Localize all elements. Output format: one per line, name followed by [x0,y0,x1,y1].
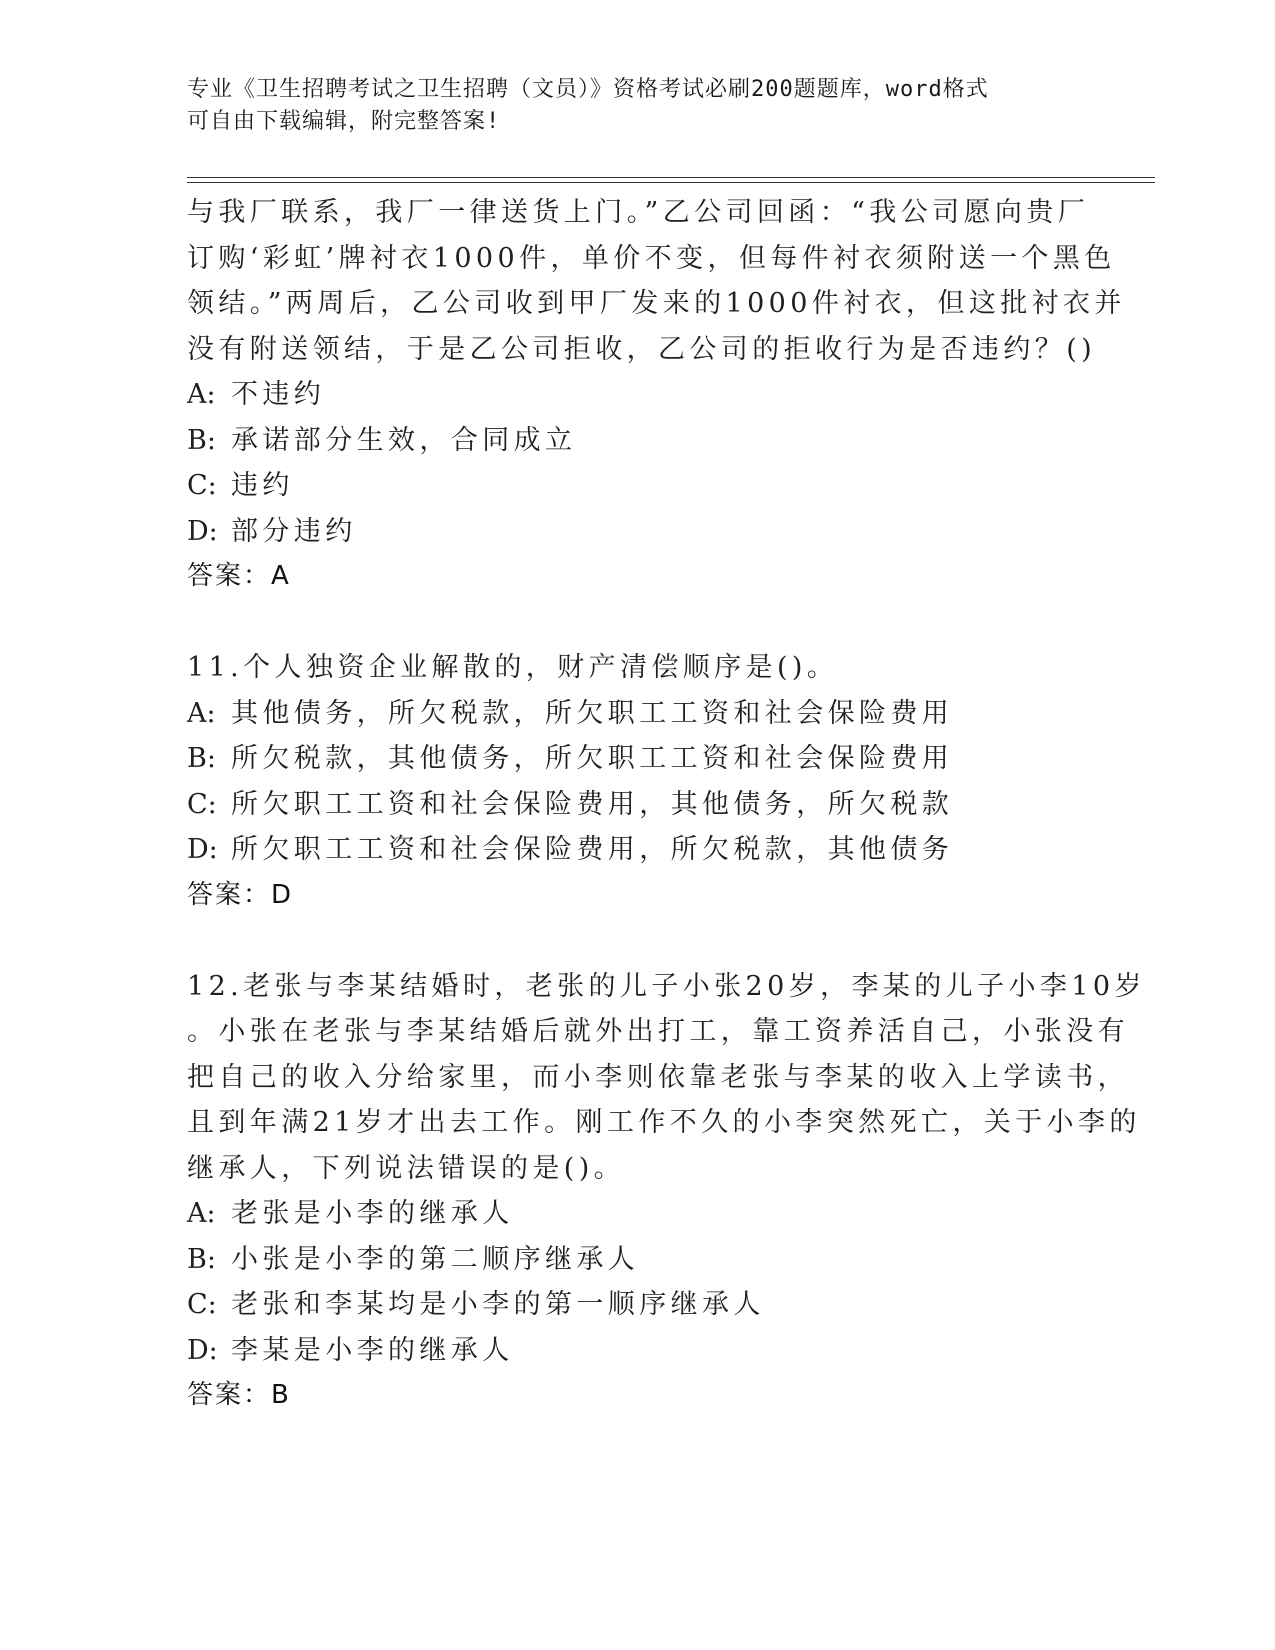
question-text-line: 订购‘彩虹’牌衬衣1000件，单价不变，但每件衬衣须附送一个黑色 [187,242,1116,274]
spacer [187,600,1087,646]
option-key: B: [187,743,216,774]
option-text: 承诺部分生效，合同成立 [231,424,577,456]
option-b [187,1237,1087,1283]
option-text: 违约 [231,470,294,501]
option-key: D: [187,834,218,865]
question-12 [187,964,1146,1419]
option-key: C: [187,1289,217,1320]
answer-line: 答案：A [187,561,291,591]
option-text: 老张是小李的继承人 [231,1198,514,1229]
option-d [187,1328,1087,1374]
option-key: B: [187,1243,216,1275]
header-double-rule [187,177,1155,183]
question-text-line: 领结。”两周后，乙公司收到甲厂发来的1000件衬衣，但这批衬衣并 [187,288,1126,319]
option-key: C: [187,788,217,820]
option-a [187,372,1087,418]
question-text-line: 与我厂联系，我厂一律送货上门。”乙公司回函：“我公司愿向贵厂 [187,197,1090,228]
option-key: A: [187,1198,216,1229]
question-text-line: 且到年满21岁才出去工作。刚工作不久的小李突然死亡，关于小李的 [187,1107,1141,1138]
option-key: A: [187,379,216,410]
question-text-line: 继承人，下列说法错误的是()。 [187,1152,626,1184]
option-d [187,509,1087,555]
question-text-line: 没有附送领结，于是乙公司拒收，乙公司的拒收行为是否违约？() [187,333,1097,365]
answer-line: 答案：D [187,879,294,910]
question-11 [187,645,1087,918]
question-text-line: 11.个人独资企业解散的，财产清偿顺序是()。 [187,652,839,683]
option-text: 部分违约 [231,515,357,547]
option-text: 李某是小李的继承人 [231,1334,514,1366]
option-b [187,736,1087,782]
option-key: D: [187,515,218,547]
question-text-line: 。小张在老张与李某结婚后就外出打工，靠工资养活自己，小张没有 [187,1016,1129,1047]
option-key: D: [187,1334,218,1366]
option-text: 所欠职工工资和社会保险费用，其他债务，所欠税款 [231,788,954,820]
option-b [187,418,1087,464]
question-10 [187,190,1126,600]
option-text: 不违约 [231,379,326,410]
option-key: A: [187,697,216,729]
answer-line: 答案：B [187,1380,291,1410]
question-text-line: 12.老张与李某结婚时，老张的儿子小张20岁，李某的儿子小李10岁 [187,970,1146,1002]
header-title-line-2: 可自由下载编辑，附完整答案! [187,109,501,134]
option-d [187,827,1087,873]
option-a [187,1191,1087,1237]
document-body [187,190,1146,1419]
option-key: B: [187,424,216,456]
option-key: C: [187,470,217,501]
option-c [187,782,1087,828]
option-text: 其他债务，所欠税款，所欠职工工资和社会保险费用 [231,697,954,729]
option-text: 所欠税款，其他债务，所欠职工工资和社会保险费用 [231,743,954,774]
page-header [187,74,1077,138]
option-c [187,463,1087,509]
option-text: 所欠职工工资和社会保险费用，所欠税款，其他债务 [231,834,954,865]
option-text: 小张是小李的第二顺序继承人 [231,1243,640,1275]
option-c [187,1282,1087,1328]
option-a [187,691,1087,737]
question-text-line: 把自己的收入分给家里，而小李则依靠老张与李某的收入上学读书， [187,1061,1129,1093]
spacer [187,918,1087,964]
option-text: 老张和李某均是小李的第一顺序继承人 [231,1289,765,1320]
header-title-line-1: 专业《卫生招聘考试之卫生招聘（文员）》资格考试必刷200题题库，word格式 [187,77,989,102]
